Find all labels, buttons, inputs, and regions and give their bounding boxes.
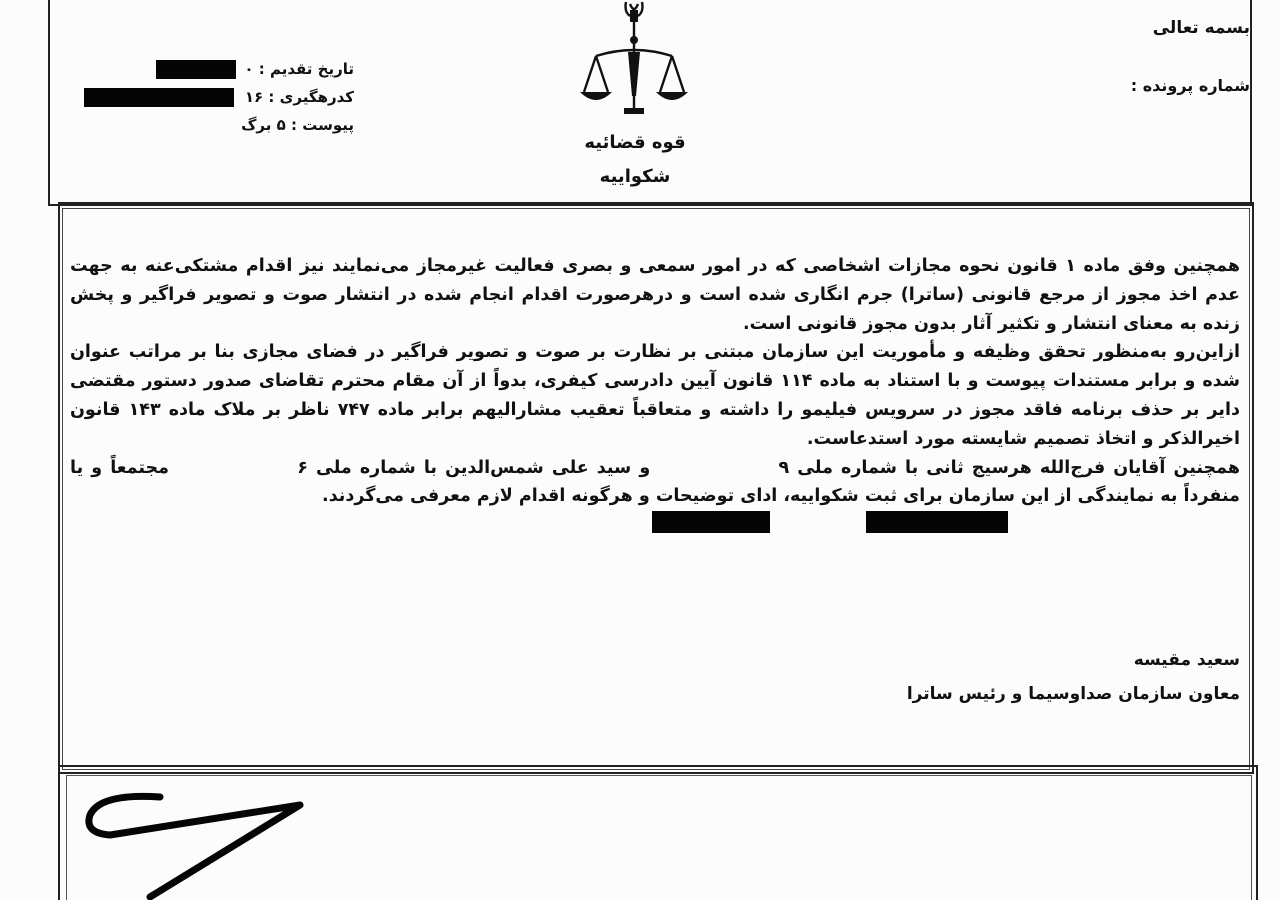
submission-date-label: تاریخ تقدیم : [258, 60, 354, 78]
redaction-bar [156, 60, 236, 79]
paragraph-legal-basis: همچنین وفق ماده ۱ قانون نحوه مجازات اشخاصی که در امور سمعی و بصری فعالیت غیرمجاز می‌نمایند نیز اقدام مشتکی‌عنه به جهت عدم اخذ مجوز از مرجع قانونی (ساترا) جرم انگاری شده است و درهرصورت اقدام انجام شده در انتشار صوت و تصویر فراگیر و پخش زنده به معنای انتشار و تکثیر آثار بدون مجوز قانونی است. [70, 256, 1240, 334]
signature-mark [70, 785, 320, 900]
attachment-count: پیوست : ۵ برگ [241, 116, 354, 134]
representative-2: و سید علی شمس‌الدین با شماره ملی ۶ [297, 457, 651, 478]
submission-date [244, 60, 354, 78]
tracking-code-value: ۱۶ [244, 88, 264, 106]
organization-name: قوه قضائیه [584, 132, 686, 153]
redaction-bar [84, 88, 234, 107]
complaint-body [70, 252, 1240, 511]
file-number-label: شماره پرونده : [1130, 76, 1250, 95]
redaction-bar [652, 511, 770, 533]
document-type: شکواییه [599, 166, 671, 187]
judiciary-emblem-icon [574, 0, 694, 120]
paragraph-representatives [70, 454, 1240, 512]
tracking-code-label: کدرهگیری : [268, 88, 354, 106]
tracking-code [245, 88, 354, 106]
representatives-role: مجتمعاً و یا منفرداً به نمایندگی از این سازمان برای ثبت شکواییه، ادای توضیحات و هرگونه اقدام لازم معرفی می‌گردند. [70, 457, 1240, 507]
bismillah-heading: بسمه تعالی [1152, 18, 1250, 38]
submission-date-value: ۰ [244, 60, 254, 78]
redaction-bar [866, 511, 1008, 533]
signer-name: سعید مقیسه [1133, 650, 1240, 670]
representative-1: همچنین آقایان فرج‌الله هرسیج ثانی با شماره ملی ۹ [778, 457, 1241, 478]
signer-title: معاون سازمان صداوسیما و رئیس ساترا [906, 684, 1240, 704]
paragraph-request: ازاین‌رو به‌منظور تحقق وظیفه و مأموریت این سازمان مبتنی بر نظارت بر صوت و تصویر فراگیر در فضای مجازی بنا بر مراتب عنوان شده و برابر مستندات پیوست و با استناد به ماده ۱۱۴ قانون آیین دادرسی کیفری، بدواً از آن مقام محترم تقاضای صدور دستور مقتضی دایر بر حذف برنامه فاقد مجوز در سرویس فیلیمو را داشته و متعاقباً تعقیب مشارالیهم برابر ماده ۷۴۷ ناظر بر ملاک ماده ۱۴۳ قانون اخیرالذکر و اتخاذ تصمیم شایسته مورد استدعاست. [70, 342, 1240, 449]
